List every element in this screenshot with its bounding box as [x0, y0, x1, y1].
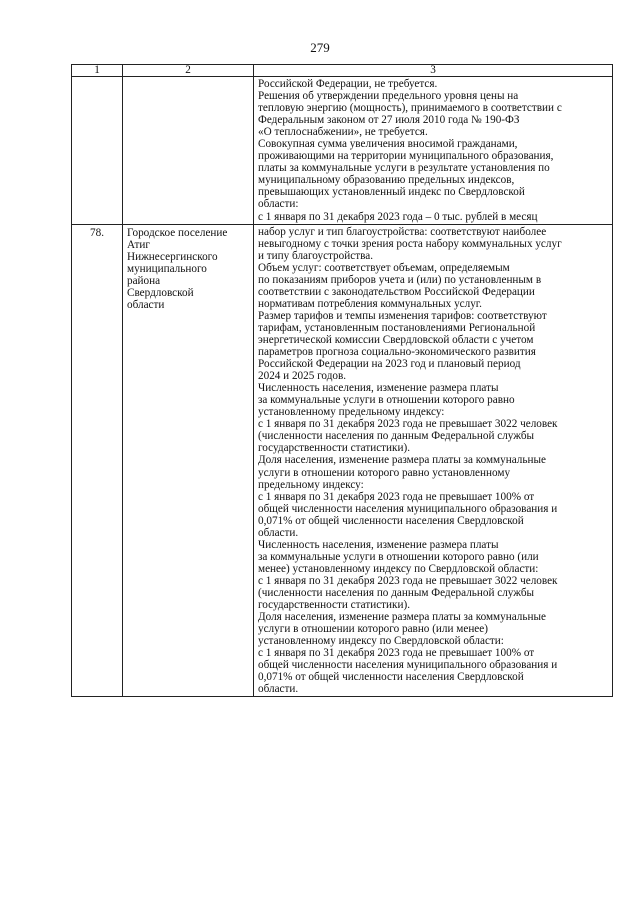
text-line: за коммунальные услуги в отношении которого равно (или [258, 550, 539, 563]
text-line: (численности населения по данным Федеральной службы [258, 586, 535, 599]
column-header-2: 2 [123, 65, 254, 77]
text-line: Федеральным законом от 27 июля 2010 года № 190-ФЗ [258, 114, 520, 127]
text-line: с 1 января по 31 декабря 2023 года не превышает 3022 человек [258, 418, 558, 431]
text-line: энергетической комиссии Свердловской области с учетом [258, 333, 534, 346]
table-row-78 [72, 224, 613, 697]
text-line: 0,071% от общей численности населения Свердловской [258, 671, 524, 684]
text-line: набор услуг и тип благоустройства: соответствуют наиболее [258, 225, 547, 238]
row-number-cell: 78. [72, 224, 123, 697]
text-line: с 1 января по 31 декабря 2023 года не превышает 100% от [258, 647, 535, 660]
table-row-continuation [72, 77, 613, 225]
text-line: тарифам, установленным постановлениями Региональной [258, 321, 536, 334]
text-line: Российской Федерации, не требуется. [258, 78, 438, 90]
text-line: Решения об утверждении предельного уровня цены на [258, 90, 519, 103]
text-line: Доля населения, изменение размера платы за коммунальные [258, 454, 546, 467]
row-number-cell [72, 77, 123, 225]
text-line: Российской Федерации на 2023 год и плановый период [258, 358, 521, 371]
document-table [71, 64, 613, 697]
description-cell [254, 224, 613, 697]
text-line: проживающими на территории муниципального образования, [258, 150, 554, 163]
text-line: Свердловской [127, 286, 194, 299]
description-cell [254, 77, 613, 225]
text-line: Размер тарифов и темпы изменения тарифов: соответствуют [258, 309, 547, 322]
text-line: общей численности населения муниципального образования и [258, 659, 558, 672]
text-line: с 1 января по 31 декабря 2023 года не превышает 3022 человек [258, 574, 558, 587]
column-header-1: 1 [72, 65, 123, 77]
text-line: услуги в отношении которого равно (или менее) [258, 623, 488, 636]
settlement-cell [123, 224, 254, 697]
text-line: Городское поселение [127, 226, 228, 239]
table-header-row [72, 65, 613, 77]
text-line: превышающих установленный индекс по Свердловской [258, 186, 525, 199]
text-line: Численность населения, изменение размера платы [258, 538, 499, 551]
text-line: муниципального [127, 262, 207, 275]
text-line: Численность населения, изменение размера платы [258, 382, 499, 395]
text-line: за коммунальные услуги в отношении которого равно [258, 394, 515, 407]
text-line: общей численности населения муниципального образования и [258, 502, 558, 515]
text-line: государственности статистики). [258, 599, 410, 612]
text-line: по показаниям приборов учета и (или) по установленным в [258, 273, 542, 286]
text-line: предельному индексу: [258, 478, 364, 491]
text-line: с 1 января по 31 декабря 2023 года – 0 тыс. рублей в месяц [258, 210, 538, 223]
text-line: 2024 и 2025 годов. [258, 370, 347, 383]
text-line: Атиг [127, 238, 150, 251]
text-line: установленному индексу по Свердловской области: [258, 635, 504, 648]
settlement-cell [123, 77, 254, 225]
text-line: параметров прогноза социально-экономического развития [258, 346, 536, 359]
text-line: «О теплоснабжении», не требуется. [258, 126, 428, 139]
text-line: Объем услуг: соответствует объемам, определяемым [258, 261, 510, 274]
text-line: 0,071% от общей численности населения Свердловской [258, 514, 524, 527]
text-line: области. [258, 683, 299, 696]
text-line: услуги в отношении которого равно установленному [258, 466, 511, 479]
text-line: установленному предельному индексу: [258, 406, 445, 419]
text-line: области [127, 298, 165, 311]
text-line: платы за коммунальные услуги в результате установления по [258, 162, 550, 175]
text-line: с 1 января по 31 декабря 2023 года не превышает 100% от [258, 490, 535, 503]
text-line: нормативам потребления коммунальных услуг. [258, 297, 482, 310]
text-line: Совокупная сумма увеличения вносимой гражданами, [258, 138, 518, 151]
text-line: муниципальному образованию предельных индексов, [258, 174, 515, 187]
text-line: района [127, 274, 161, 287]
text-line: Доля населения, изменение размера платы за коммунальные [258, 611, 546, 624]
text-line: менее) установленному индексу по Свердловской области: [258, 562, 539, 575]
text-line: области: [258, 198, 299, 211]
text-line: соответствии с законодательством Российской Федерации [258, 285, 535, 298]
page-number: 279 [310, 40, 330, 55]
text-line: невыгодному с точки зрения роста набору коммунальных услуг [258, 237, 562, 250]
column-header-3: 3 [254, 65, 613, 77]
text-line: государственности статистики). [258, 442, 410, 455]
text-line: тепловую энергию (мощность), принимаемого в соответствии с [258, 102, 562, 115]
text-line: (численности населения по данным Федеральной службы [258, 430, 535, 443]
text-line: области. [258, 526, 299, 539]
text-line: и типу благоустройства. [258, 249, 373, 262]
text-line: Нижнесергинского [127, 250, 218, 263]
